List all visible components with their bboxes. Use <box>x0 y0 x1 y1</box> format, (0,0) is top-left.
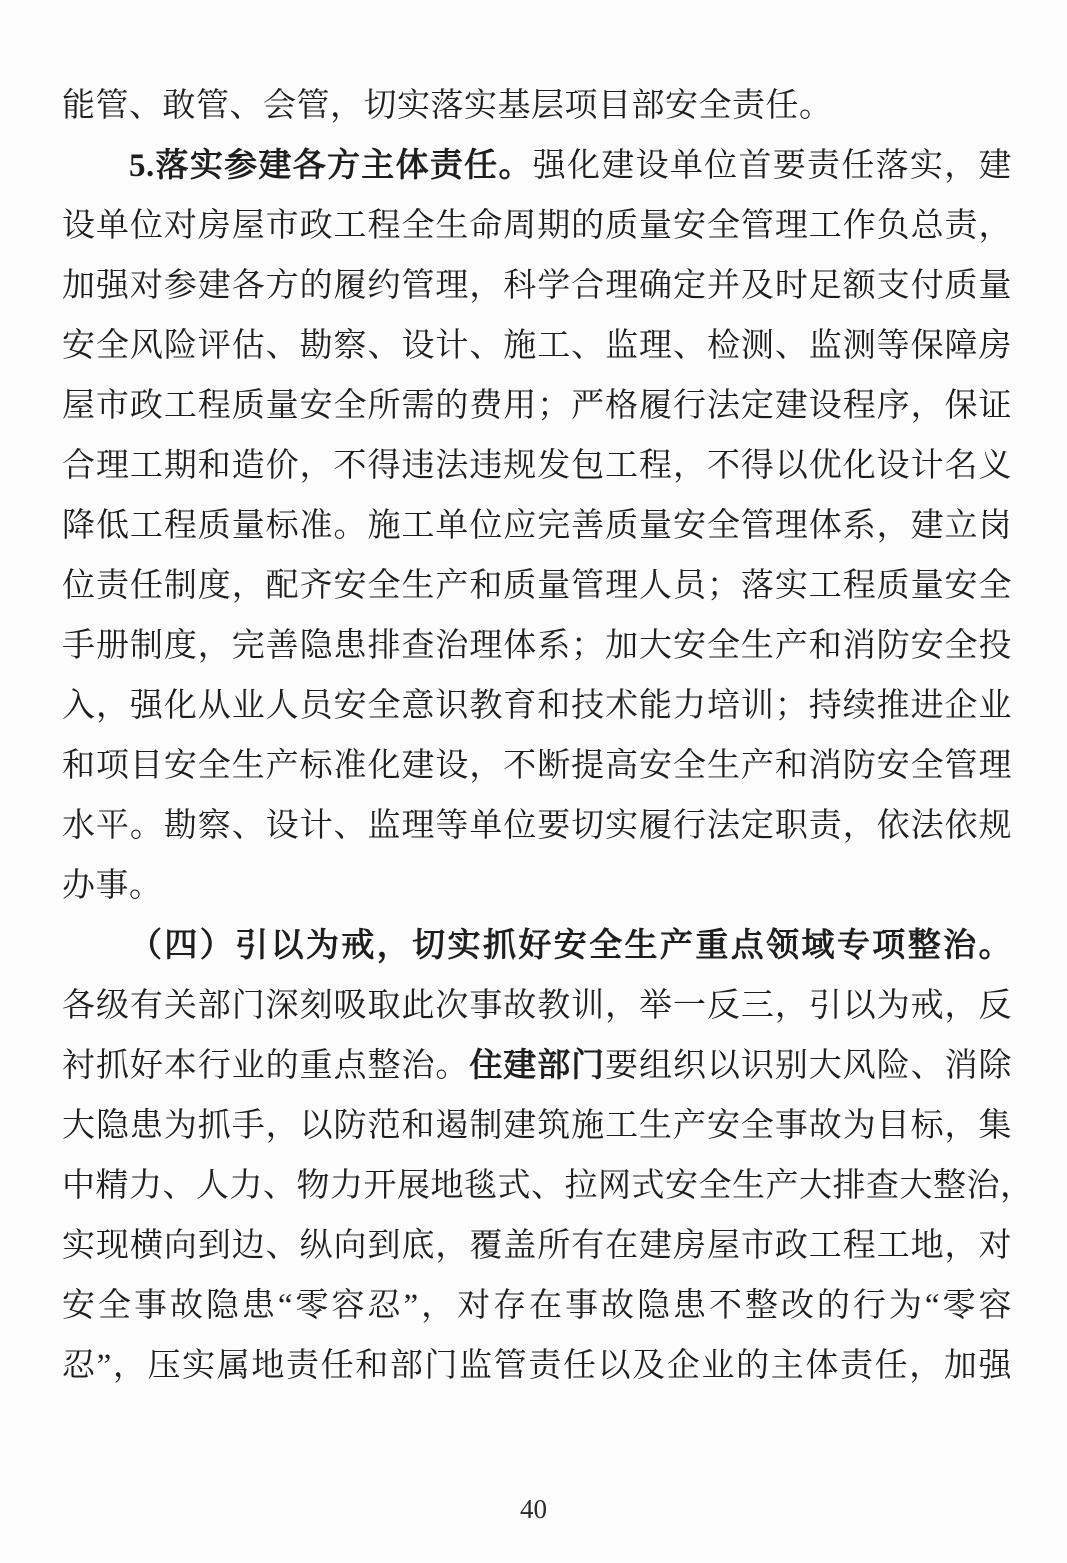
text-line <box>62 376 1012 436</box>
text-line <box>62 1276 1012 1336</box>
body-text: 衬抓好本行业的重点整治。 <box>62 1048 470 1084</box>
bold-text: 住建部门 <box>469 1048 606 1084</box>
text-line <box>62 556 1012 616</box>
text-line <box>62 676 1012 736</box>
text-line <box>62 196 1012 256</box>
body-text: 办事。 <box>62 868 163 904</box>
body-text: 安全事故隐患“零容忍”，对存在事故隐患不整改的行为“零容 <box>62 1288 1012 1324</box>
text-line <box>62 796 1012 856</box>
body-text: 实现横向到边、纵向到底，覆盖所有在建房屋市政工程工地，对 <box>62 1228 1012 1264</box>
text-line <box>62 316 1012 376</box>
text-line <box>62 856 1012 916</box>
text-line <box>62 136 1012 196</box>
body-text: 屋市政工程质量安全所需的费用；严格履行法定建设程序，保证 <box>62 388 1012 424</box>
text-line <box>62 1096 1012 1156</box>
text-line <box>62 1036 1012 1096</box>
body-text: 大隐患为抓手，以防范和遏制建筑施工生产安全事故为目标，集 <box>62 1108 1012 1144</box>
body-text: 手册制度，完善隐患排查治理体系；加大安全生产和消防安全投 <box>62 628 1012 664</box>
body-text: 能管、敢管、会管，切实落实基层项目部安全责任。 <box>62 88 833 124</box>
text-line <box>62 76 1012 136</box>
body-text: 设单位对房屋市政工程全生命周期的质量安全管理工作负总责， <box>62 208 1012 244</box>
bold-text: 5.落实参建各方主体责任。 <box>129 148 533 184</box>
body-text: 降低工程质量标准。施工单位应完善质量安全管理体系，建立岗 <box>62 508 1012 544</box>
body-text: 加强对参建各方的履约管理，科学合理确定并及时足额支付质量 <box>62 268 1012 304</box>
text-line <box>62 496 1012 556</box>
text-line <box>62 256 1012 316</box>
text-line <box>62 1336 1012 1396</box>
body-text: 要组织以识别大风险、消除 <box>605 1048 1013 1084</box>
document-body <box>62 76 1034 1396</box>
bold-text: （四）引以为戒，切实抓好安全生产重点领域专项整治。 <box>129 928 1012 964</box>
text-line <box>62 616 1012 676</box>
text-line <box>62 976 1012 1036</box>
body-text: 合理工期和造价，不得违法违规发包工程，不得以优化设计名义 <box>62 448 1012 484</box>
body-text: 位责任制度，配齐安全生产和质量管理人员；落实工程质量安全 <box>62 568 1012 604</box>
body-text: 安全风险评估、勘察、设计、施工、监理、检测、监测等保障房 <box>62 328 1012 364</box>
body-text: 水平。勘察、设计、监理等单位要切实履行法定职责，依法依规 <box>62 808 1012 844</box>
text-line <box>62 736 1012 796</box>
body-text: 强化建设单位首要责任落实，建 <box>532 148 1013 184</box>
body-text: 各级有关部门深刻吸取此次事故教训，举一反三，引以为戒，反 <box>62 988 1012 1024</box>
body-text: 中精力、人力、物力开展地毯式、拉网式安全生产大排查大整治， <box>62 1168 1034 1204</box>
text-line <box>62 1156 1034 1216</box>
text-line <box>62 916 1012 976</box>
body-text: 和项目安全生产标准化建设，不断提高安全生产和消防安全管理 <box>62 748 1012 784</box>
page-number: 40 <box>520 1494 547 1524</box>
body-text: 入，强化从业人员安全意识教育和技术能力培训；持续推进企业 <box>62 688 1012 724</box>
text-line <box>62 1216 1012 1276</box>
text-line <box>62 436 1012 496</box>
body-text: 忍”，压实属地责任和部门监管责任以及企业的主体责任，加强 <box>62 1348 1012 1384</box>
